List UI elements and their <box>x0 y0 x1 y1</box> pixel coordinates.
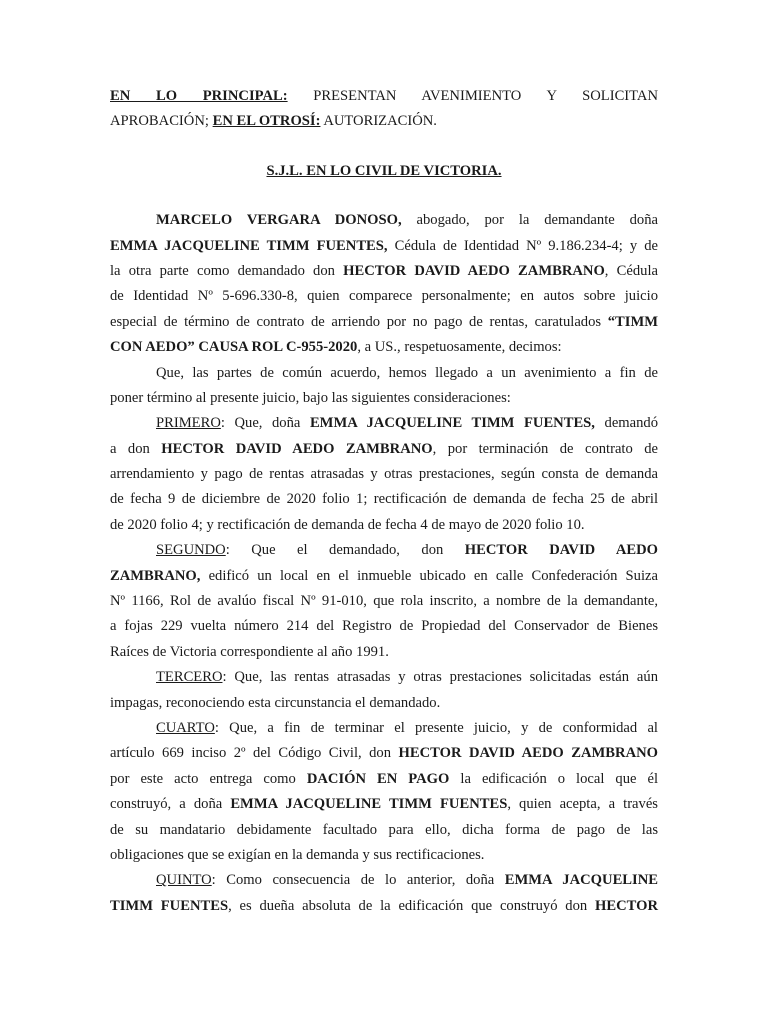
cuarto-line-2 <box>110 741 658 766</box>
intro-text: Cédula de Identidad Nº 9.186.234-4; y de <box>394 237 658 254</box>
clause-text: por este acto entrega como <box>110 770 296 787</box>
clause-text: demandó <box>604 415 659 432</box>
primero-line-5: de 2020 folio 4; y rectificación de demanda de fecha 4 de mayo de 2020 folio 10. <box>110 516 585 533</box>
principal-text: PRESENTAN AVENIMIENTO Y SOLICITAN <box>313 88 658 104</box>
spacer <box>110 135 658 159</box>
cuarto-line-4 <box>110 792 658 817</box>
intro-text: abogado, por la demandante doña <box>416 212 658 229</box>
caratula-text: “TIMM <box>607 313 658 330</box>
header-line-2 <box>110 109 658 134</box>
segundo-line-1 <box>110 538 658 563</box>
clause-text: : Que el demandado, don <box>225 542 444 559</box>
quinto-label: QUINTO <box>156 872 212 889</box>
segundo-line-4: a fojas 229 vuelta número 214 del Registro de Propiedad del Conservador de Bienes <box>110 618 658 635</box>
clause-text: construyó, a doña <box>110 796 223 813</box>
primero-line-1 <box>110 411 658 436</box>
primero-line-3: arrendamiento y pago de rentas atrasadas y otras prestaciones, según consta de demanda <box>110 466 658 483</box>
primero-label: PRIMERO <box>156 415 221 432</box>
tercero-label: TERCERO <box>156 669 223 686</box>
intro-text: , Cédula <box>604 262 658 279</box>
tercero-line-2: impagas, reconociendo esta circunstancia el demandado. <box>110 694 441 711</box>
plaintiff-name: EMMA JACQUELINE TIMM FUENTES, <box>309 415 595 432</box>
intro-line-2 <box>110 234 658 259</box>
otrosi-label: EN EL OTROSÍ: <box>212 113 321 130</box>
legal-document <box>110 84 658 919</box>
clause-text: a don <box>110 440 150 457</box>
principal-text-cont: APROBACIÓN; <box>110 113 209 130</box>
lawyer-name: MARCELO VERGARA DONOSO, <box>156 212 402 229</box>
clause-text: artículo 669 inciso 2º del Código Civil, don <box>110 745 392 762</box>
intro-line-3 <box>110 259 658 284</box>
primero-line-4: de fecha 9 de diciembre de 2020 folio 1; rectificación de demanda de fecha 25 de abril <box>110 491 658 508</box>
defendant-name: HECTOR DAVID AEDO ZAMBRANO <box>343 262 605 279</box>
clause-text: : Que, las rentas atrasadas y otras prestaciones solicitadas están aún <box>222 669 658 686</box>
intro-line-4: de Identidad Nº 5-696.330-8, quien comparece personalmente; en autos sobre juicio <box>110 288 658 305</box>
cuarto-line-5: de su mandatario debidamente facultado para ello, dicha forma de pago de las <box>110 821 658 838</box>
clause-text: , por terminación de contrato de <box>432 440 658 457</box>
segundo-line-3: Nº 1166, Rol de avalúo fiscal Nº 91-010, que rola inscrito, a nombre de la demandante, <box>110 593 658 610</box>
quinto-line-1 <box>110 868 658 893</box>
plaintiff-name-cont: TIMM FUENTES <box>110 897 229 914</box>
clause-text: : Como consecuencia de lo anterior, doña <box>211 872 495 889</box>
clause-text: edificó un local en el inmueble ubicado en calle Confederación Suiza <box>208 567 658 584</box>
agreement-line-2: poner término al presente juicio, bajo las siguientes consideraciones: <box>110 389 511 406</box>
caratula-text-cont: CON AEDO” CAUSA ROL C-955-2020 <box>110 339 358 356</box>
intro-text: especial de término de contrato de arriendo por no pago de rentas, caratulados <box>110 313 602 330</box>
dacion-en-pago: DACIÓN EN PAGO <box>306 770 450 787</box>
segundo-label: SEGUNDO <box>156 542 226 559</box>
spacer <box>110 184 658 208</box>
quinto-line-2 <box>110 894 658 919</box>
cuarto-line-1 <box>110 716 658 741</box>
principal-label: EN LO PRINCIPAL: <box>110 88 288 104</box>
clause-text: , es dueña absoluta de la edificación que construyó don <box>228 897 588 914</box>
defendant-name: HECTOR DAVID AEDO ZAMBRANO <box>398 745 658 762</box>
intro-line-6 <box>110 335 658 360</box>
plaintiff-name: EMMA JACQUELINE TIMM FUENTES, <box>110 237 388 254</box>
intro-text: , a US., respetuosamente, decimos: <box>357 339 562 356</box>
defendant-name-cont: ZAMBRANO, <box>110 567 201 584</box>
plaintiff-name: EMMA JACQUELINE TIMM FUENTES <box>230 796 508 813</box>
clause-text: la edificación o local que él <box>460 770 659 787</box>
defendant-name: HECTOR <box>595 897 659 914</box>
tercero-line-1 <box>110 665 658 690</box>
segundo-line-2 <box>110 564 658 589</box>
primero-line-2 <box>110 437 658 462</box>
segundo-line-5: Raíces de Victoria correspondiente al año 1991. <box>110 643 389 660</box>
defendant-name: HECTOR DAVID AEDO <box>464 542 658 559</box>
clause-text: , quien acepta, a través <box>507 796 658 813</box>
intro-line-5 <box>110 310 658 335</box>
plaintiff-name: EMMA JACQUELINE <box>504 872 658 889</box>
intro-text: la otra parte como demandado don <box>110 262 335 279</box>
cuarto-line-6: obligaciones que se exigían en la demanda y sus rectificaciones. <box>110 846 485 863</box>
cuarto-line-3 <box>110 767 658 792</box>
clause-text: : Que, a fin de terminar el presente juicio, y de conformidad al <box>214 719 658 736</box>
agreement-line-1: Que, las partes de común acuerdo, hemos llegado a un avenimiento a fin de <box>156 364 658 381</box>
intro-line-1 <box>110 208 658 233</box>
clause-text: : Que, doña <box>220 415 301 432</box>
cuarto-label: CUARTO <box>156 719 215 736</box>
court-title: S.J.L. EN LO CIVIL DE VICTORIA. <box>266 162 502 179</box>
defendant-name: HECTOR DAVID AEDO ZAMBRANO <box>161 440 433 457</box>
otrosi-text: AUTORIZACIÓN. <box>323 113 437 130</box>
header-line-1 <box>110 84 658 109</box>
